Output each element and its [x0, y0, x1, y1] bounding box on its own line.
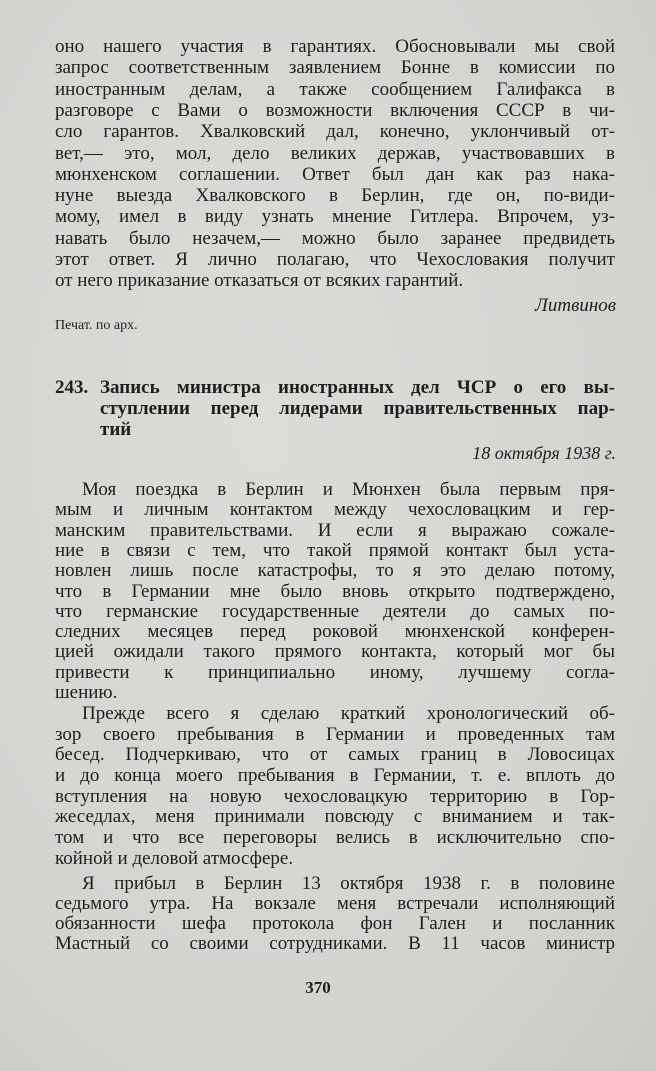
text-line: новлен лишь после катастрофы, то я это делаю потому,	[55, 560, 615, 581]
signature: Литвинов	[534, 295, 616, 316]
source-note: Печат. по арх.	[55, 318, 138, 333]
text-line: разговоре с Вами о возможности включения СССР в чи-	[55, 100, 615, 121]
text-line: от него приказание отказаться от всяких гарантий.	[55, 270, 464, 291]
text-line: оно нашего участия в гарантиях. Обосновывали мы свой	[55, 36, 615, 57]
text-line: ние в связи с тем, что такой прямой контакт был уста-	[55, 540, 615, 561]
text-line: жеседлах, меня принимали повсюду с вниманием и так-	[55, 806, 615, 827]
document-date: 18 октября 1938 г.	[472, 443, 616, 463]
text-line: мым и личным контактом между чехословацким и гер-	[55, 499, 615, 520]
text-line: цией ожидали такого прямого контакта, который мог бы	[55, 641, 615, 662]
text-line: том и что все переговоры велись в исключительно спо-	[55, 827, 615, 848]
text-line: привести к принципиально иному, лучшему согла-	[55, 662, 615, 683]
text-line: вет,— это, мол, дело великих держав, участвовавших в	[55, 143, 615, 164]
text-line: этот ответ. Я лично полагаю, что Чехословакия получит	[55, 249, 615, 270]
text-line: запрос соответственным заявлением Бонне в комиссии по	[55, 57, 615, 78]
heading-line: ступлении перед лидерами правительственных пар-	[100, 398, 615, 419]
text-line: мюнхенском соглашении. Ответ был дан как раз нака-	[55, 164, 615, 185]
text-line: мому, имел в виду узнать мнение Гитлера. Впрочем, уз-	[55, 206, 615, 227]
heading-line: тий	[100, 419, 132, 440]
text-line: манским правительствами. И если я выражаю сожале-	[55, 520, 615, 541]
text-line: седьмого утра. На вокзале меня встречали исполняющий	[55, 893, 615, 914]
text-line: вступления на новую чехословацкую территорию в Гор-	[55, 786, 615, 807]
text-line: койной и деловой атмосфере.	[55, 848, 294, 869]
text-line: что в Германии мне было вновь открыто подтверждено,	[55, 581, 615, 602]
text-line: навать было незачем,— можно было заранее предвидеть	[55, 228, 615, 249]
text-line: иностранным делам, а также сообщением Галифакса в	[55, 79, 615, 100]
text-line: Моя поездка в Берлин и Мюнхен была первым пря-	[82, 479, 615, 500]
text-line: зор своего пребывания в Германии и проведенных там	[55, 724, 615, 745]
text-line: и до конца моего пребывания в Германии, т. е. вплоть до	[55, 765, 615, 786]
text-line: Мастный со своими сотрудниками. В 11 часов министр	[55, 933, 615, 954]
document-number: 243.	[55, 377, 89, 398]
text-line: следних месяцев перед роковой мюнхенской конферен-	[55, 621, 615, 642]
text-line: обязанности шефа протокола фон Гален и посланник	[55, 913, 615, 934]
text-line: шению.	[55, 682, 118, 703]
text-line: нуне выезда Хвалковского в Берлин, где он, по-види-	[55, 185, 615, 206]
page-number: 370	[305, 978, 331, 997]
text-line: сло гарантов. Хвалковский дал, конечно, уклончивый от-	[55, 121, 615, 142]
heading-line: Запись министра иностранных дел ЧСР о его вы-	[100, 377, 615, 398]
text-line: Прежде всего я сделаю краткий хронологический об-	[82, 703, 615, 724]
text-line: бесед. Подчеркиваю, что от самых границ в Ловосицах	[55, 744, 615, 765]
text-line: Я прибыл в Берлин 13 октября 1938 г. в половине	[82, 873, 615, 894]
text-line: что германские государственные деятели до самых по-	[55, 601, 615, 622]
